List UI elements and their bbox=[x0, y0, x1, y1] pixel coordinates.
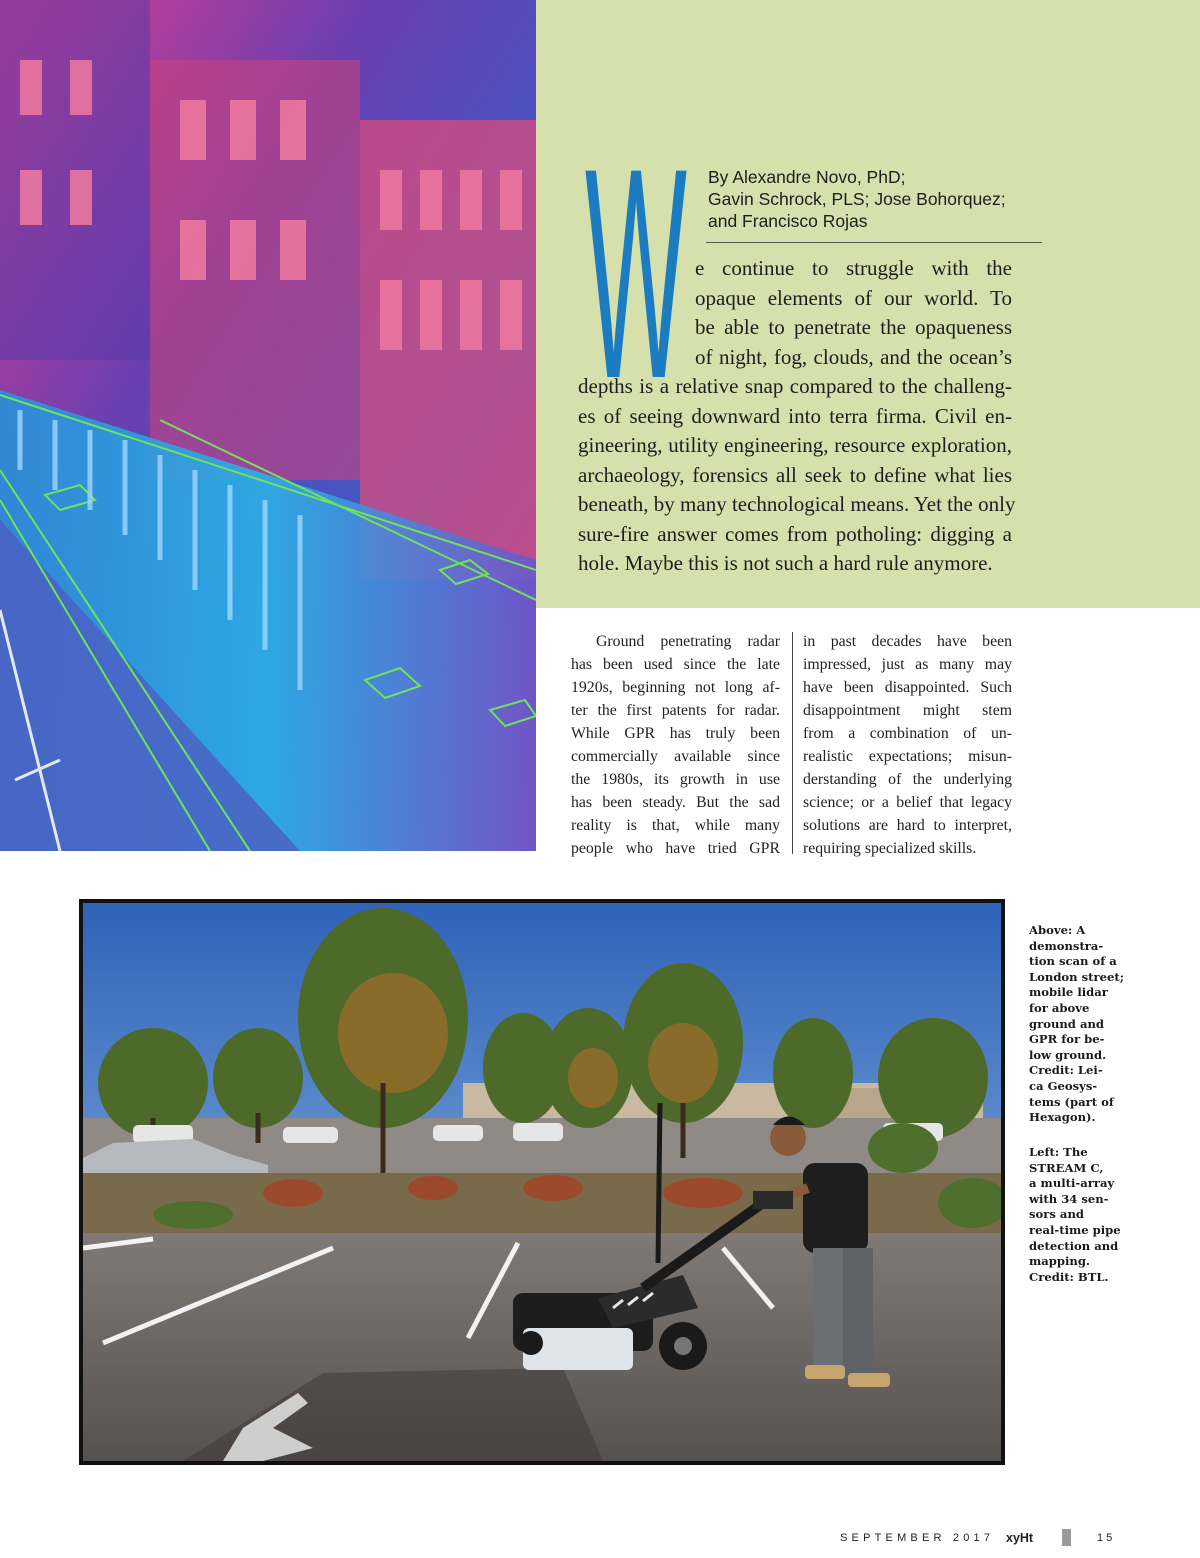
intro-paragraph bbox=[578, 254, 1016, 579]
body-line: science; or a belief that legacy bbox=[803, 794, 1012, 811]
body-line: While GPR has truly been bbox=[571, 725, 780, 742]
intro-line: gineering, utility engineering, resource exploration, bbox=[578, 433, 1012, 457]
body-line: has been used since the late bbox=[571, 656, 780, 673]
body-line: ter the first patents for radar. bbox=[571, 702, 780, 719]
caption-line: ground and bbox=[1029, 1016, 1104, 1031]
caption-line: demonstra- bbox=[1029, 938, 1104, 953]
body-line: from a combination of un- bbox=[803, 725, 1012, 742]
caption-line: a multi-array bbox=[1029, 1176, 1115, 1191]
drop-cap: W bbox=[585, 105, 687, 441]
caption-left bbox=[1029, 1145, 1129, 1285]
body-line: has been steady. But the sad bbox=[571, 794, 780, 811]
body-line: in past decades have been bbox=[803, 633, 1012, 650]
intro-line: beneath, by many technological means. Yet the only bbox=[578, 492, 1016, 516]
body-line: impressed, just as many may bbox=[803, 656, 1012, 673]
body-column-2 bbox=[803, 630, 1012, 860]
intro-line: es of seeing downward into terra firma. Civil en- bbox=[578, 403, 1012, 428]
caption-line: low ground. bbox=[1029, 1047, 1107, 1062]
gpr-cart-photo bbox=[79, 899, 1005, 1465]
column-divider bbox=[792, 632, 793, 854]
intro-line: be able to penetrate the opaqueness bbox=[695, 315, 1012, 339]
byline-line: Gavin Schrock, PLS; Jose Bohorquez; bbox=[708, 189, 1006, 209]
caption-line: tion scan of a bbox=[1029, 954, 1117, 969]
caption-line: with 34 sen- bbox=[1029, 1191, 1109, 1206]
caption-line: detection and bbox=[1029, 1238, 1119, 1253]
body-line: reality is that, while many bbox=[571, 817, 780, 834]
caption-line: Credit: BTL. bbox=[1029, 1269, 1109, 1284]
caption-line: tems (part of bbox=[1029, 1094, 1114, 1109]
byline-line: By Alexandre Novo, PhD; bbox=[708, 167, 906, 187]
byline-line: and Francisco Rojas bbox=[708, 211, 868, 231]
intro-line: sure-fire answer comes from potholing: digging a bbox=[578, 521, 1012, 546]
caption-line: London street; bbox=[1029, 969, 1124, 984]
body-line: have been disappointed. Such bbox=[803, 679, 1012, 696]
intro-line: hole. Maybe this is not such a hard rule anymore. bbox=[578, 551, 993, 575]
caption-line: GPR for be- bbox=[1029, 1032, 1105, 1047]
byline-divider bbox=[706, 242, 1042, 243]
caption-above bbox=[1029, 923, 1129, 1126]
caption-line: mobile lidar bbox=[1029, 985, 1108, 1000]
caption-line: mapping. bbox=[1029, 1254, 1090, 1269]
intro-line: archaeology, forensics all seek to define what lies bbox=[578, 462, 1012, 487]
caption-line: real-time pipe bbox=[1029, 1222, 1121, 1237]
caption-line: Left: The bbox=[1029, 1145, 1088, 1159]
caption-line: Hexagon). bbox=[1029, 1110, 1096, 1125]
footer-brand: xyHt bbox=[1006, 1531, 1034, 1545]
body-column-1 bbox=[571, 630, 780, 860]
caption-line: for above bbox=[1029, 1000, 1090, 1015]
body-line: solutions are hard to interpret, bbox=[803, 817, 1012, 834]
body-line: disappointment might stem bbox=[803, 702, 1012, 719]
caption-line: Above: A bbox=[1029, 923, 1086, 937]
caption-line: Credit: Lei- bbox=[1029, 1063, 1103, 1078]
body-line: the 1980s, its growth in use bbox=[571, 771, 780, 788]
intro-line: depths is a relative snap compared to the challeng- bbox=[578, 374, 1012, 398]
lidar-street-scan-image bbox=[0, 0, 536, 851]
body-line: realistic expectations; misun- bbox=[803, 748, 1012, 765]
page-number: 15 bbox=[1097, 1532, 1116, 1544]
caption-line: sors and bbox=[1029, 1207, 1084, 1222]
body-line: commercially available since bbox=[571, 748, 780, 765]
intro-line: e continue to struggle with the bbox=[695, 256, 1012, 280]
byline bbox=[708, 166, 1048, 232]
body-line: 1920s, beginning not long af- bbox=[571, 679, 780, 696]
footer-date: SEPTEMBER 2017 bbox=[840, 1532, 995, 1544]
intro-line: opaque elements of our world. To bbox=[695, 285, 1012, 310]
caption-line: STREAM C, bbox=[1029, 1160, 1104, 1175]
body-line: requiring specialized skills. bbox=[803, 840, 977, 857]
body-line: people who have tried GPR bbox=[571, 840, 780, 857]
body-line: Ground penetrating radar bbox=[596, 633, 780, 650]
body-line: derstanding of the underlying bbox=[803, 771, 1012, 788]
intro-line: of night, fog, clouds, and the ocean’s bbox=[695, 344, 1012, 369]
caption-line: ca Geosys- bbox=[1029, 1078, 1098, 1093]
footer-marker bbox=[1062, 1529, 1071, 1546]
